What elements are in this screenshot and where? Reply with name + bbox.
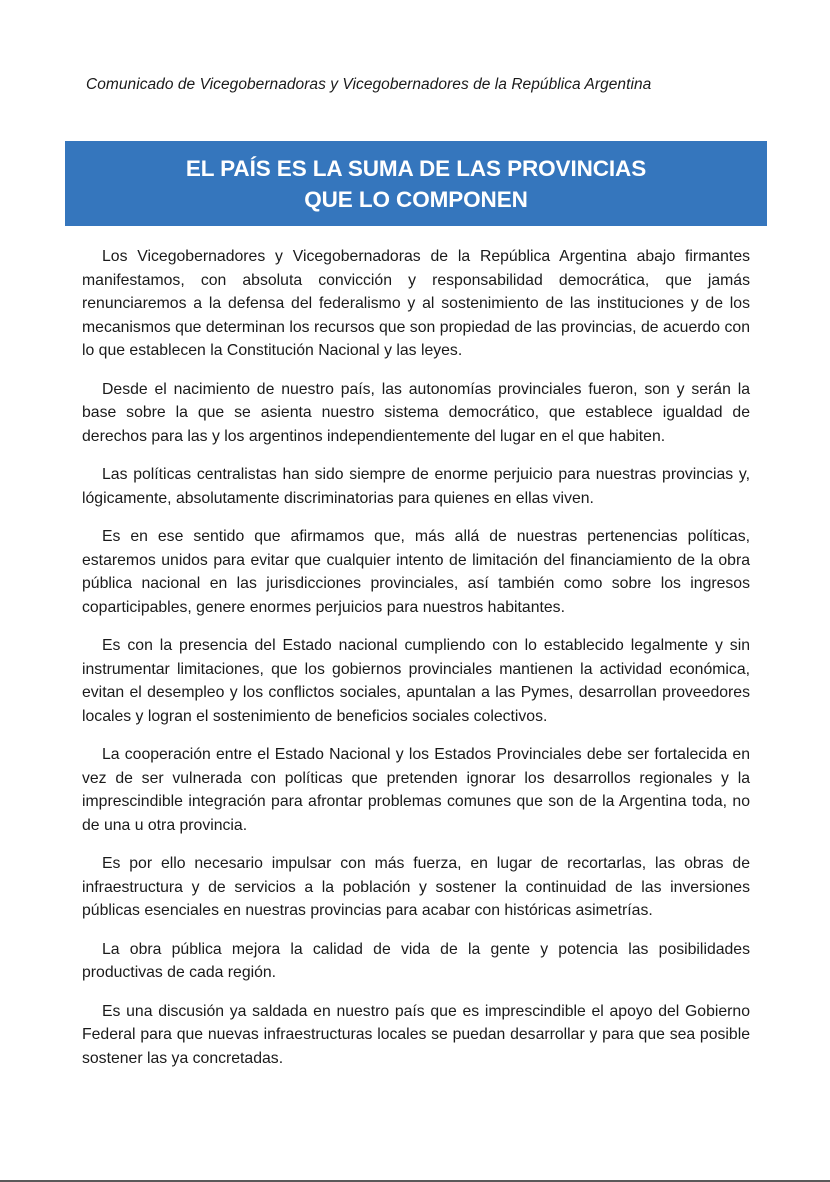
paragraph-3: Las políticas centralistas han sido siempre de enorme perjuicio para nuestras provincias y, lógicamente, absolutamente discriminatorias para quienes en ellas viven.: [82, 466, 750, 507]
paragraph-6: La cooperación entre el Estado Nacional y los Estados Provinciales debe ser fortalecida en vez de ser vulnerada con políticas que pretenden ignorar los desarrollos regionales y la imprescindible integración para afrontar problemas comunes que son de la Argentina toda, no de una u otra provincia.: [82, 746, 750, 834]
document-subtitle: Comunicado de Vicegobernadoras y Vicegobernadores de la República Argentina: [86, 76, 652, 93]
paragraph-9: Es una discusión ya saldada en nuestro país que es imprescindible el apoyo del Gobierno Federal para que nuevas infraestructuras locales se puedan desarrollar y para que sea posible sostener las ya concretadas.: [82, 1002, 750, 1067]
paragraph-2: Desde el nacimiento de nuestro país, las autonomías provinciales fueron, son y serán la base sobre la que se asienta nuestro sistema democrático, que establece igualdad de derechos para las y los argentinos independientemente del lugar en el que habiten.: [82, 380, 750, 445]
paragraph-1: Los Vicegobernadores y Vicegobernadoras de la República Argentina abajo firmantes manifestamos, con absoluta convicción y responsabilidad democrática, que jamás renunciaremos a la defensa del federalismo y al sostenimiento de las instituciones y de los mecanismos que determinan los recursos que son propiedad de las provincias, de acuerdo con lo que establecen la Constitución Nacional y las leyes.: [82, 248, 750, 359]
paragraph-4: Es en ese sentido que afirmamos que, más allá de nuestras pertenencias políticas, estaremos unidos para evitar que cualquier intento de limitación del financiamiento de la obra pública nacional en las jurisdicciones provinciales, así también como sobre los ingresos coparticipables, genere enormes perjuicios para nuestros habitantes.: [82, 528, 750, 616]
title-line-1: EL PAÍS ES LA SUMA DE LAS PROVINCIAS: [185, 155, 647, 181]
title-line-2: QUE LO COMPONEN: [304, 186, 528, 212]
paragraph-7: Es por ello necesario impulsar con más fuerza, en lugar de recortarlas, las obras de infraestructura y de servicios a la población y sostener la continuidad de las inversiones públicas esenciales en nuestras provincias para acabar con históricas asimetrías.: [82, 855, 750, 919]
title-banner: [65, 141, 767, 226]
paragraph-5: Es con la presencia del Estado nacional cumpliendo con lo establecido legalmente y sin instrumentar limitaciones, que los gobiernos provinciales mantienen la actividad económica, evitan el desempleo y los conflictos sociales, apuntalan a las Pymes, desarrollan proveedores locales y logran el sostenimiento de beneficios sociales colectivos.: [82, 637, 750, 725]
document-body: [82, 245, 750, 1085]
paragraph-8: La obra pública mejora la calidad de vida de la gente y potencia las posibilidades productivas de cada región.: [82, 940, 750, 981]
